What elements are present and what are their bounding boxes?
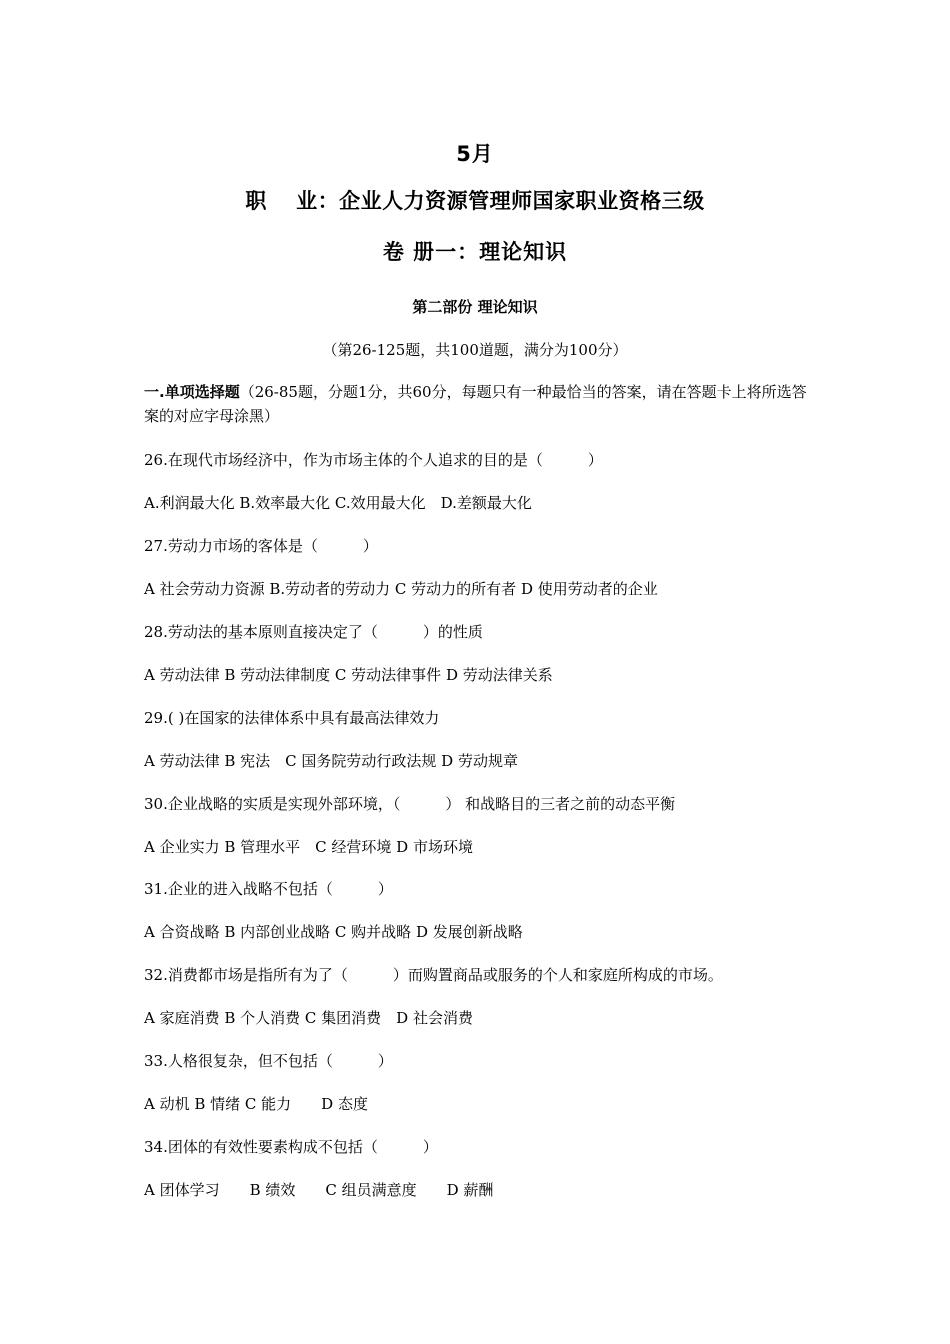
question-options: A 合资战略 B 内部创业战略 C 购并战略 D 发展创新战略 <box>144 923 523 941</box>
volume-title: 卷 册一：理论知识 <box>382 240 568 264</box>
section-heading <box>144 380 809 428</box>
section-title: 一.单项选择题 <box>144 383 240 401</box>
question-options: A 社会劳动力资源 B.劳动者的劳动力 C 劳动力的所有者 D 使用劳动者的企业 <box>144 580 658 598</box>
question-options: A.利润最大化 B.效率最大化 C.效用最大化 D.差额最大化 <box>144 494 532 512</box>
question-stem: 33.人格很复杂，但不包括（ ） <box>144 1052 393 1070</box>
question-stem: 26.在现代市场经济中，作为市场主体的个人追求的目的是（ ） <box>144 451 603 469</box>
exam-month: 5月 <box>456 142 494 166</box>
question-range: （第26-125题，共100道题，满分为100分） <box>322 341 628 359</box>
question-stem: 32.消费都市场是指所有为了（ ）而购置商品或服务的个人和家庭所构成的市场。 <box>144 966 723 984</box>
occupation-title: 职 业：企业人力资源管理师国家职业资格三级 <box>245 189 705 213</box>
question-options: A 团体学习 B 绩效 C 组员满意度 D 薪酬 <box>144 1181 494 1199</box>
question-stem: 31.企业的进入战略不包括（ ） <box>144 880 393 898</box>
question-options: A 劳动法律 B 劳动法律制度 C 劳动法律事件 D 劳动法律关系 <box>144 666 553 684</box>
question-options: A 劳动法律 B 宪法 C 国务院劳动行政法规 D 劳动规章 <box>144 752 518 770</box>
question-stem: 29.( )在国家的法律体系中具有最高法律效力 <box>144 709 440 727</box>
question-options: A 家庭消费 B 个人消费 C 集团消费 D 社会消费 <box>144 1009 473 1027</box>
question-stem: 27.劳动力市场的客体是（ ） <box>144 537 378 555</box>
section-instructions: （26-85题，分题1分，共60分，每题只有一种最恰当的答案，请在答题卡上将所选答案的对应字母涂黑） <box>144 383 807 425</box>
part-title: 第二部份 理论知识 <box>412 298 538 316</box>
question-options: A 企业实力 B 管理水平 C 经营环境 D 市场环境 <box>144 838 473 856</box>
question-stem: 28.劳动法的基本原则直接决定了（ ）的性质 <box>144 623 483 641</box>
question-options: A 动机 B 情绪 C 能力 D 态度 <box>144 1095 368 1113</box>
question-stem: 30.企业战略的实质是实现外部环境，（ ） 和战略目的三者之前的动态平衡 <box>144 795 676 813</box>
question-stem: 34.团体的有效性要素构成不包括（ ） <box>144 1138 438 1156</box>
